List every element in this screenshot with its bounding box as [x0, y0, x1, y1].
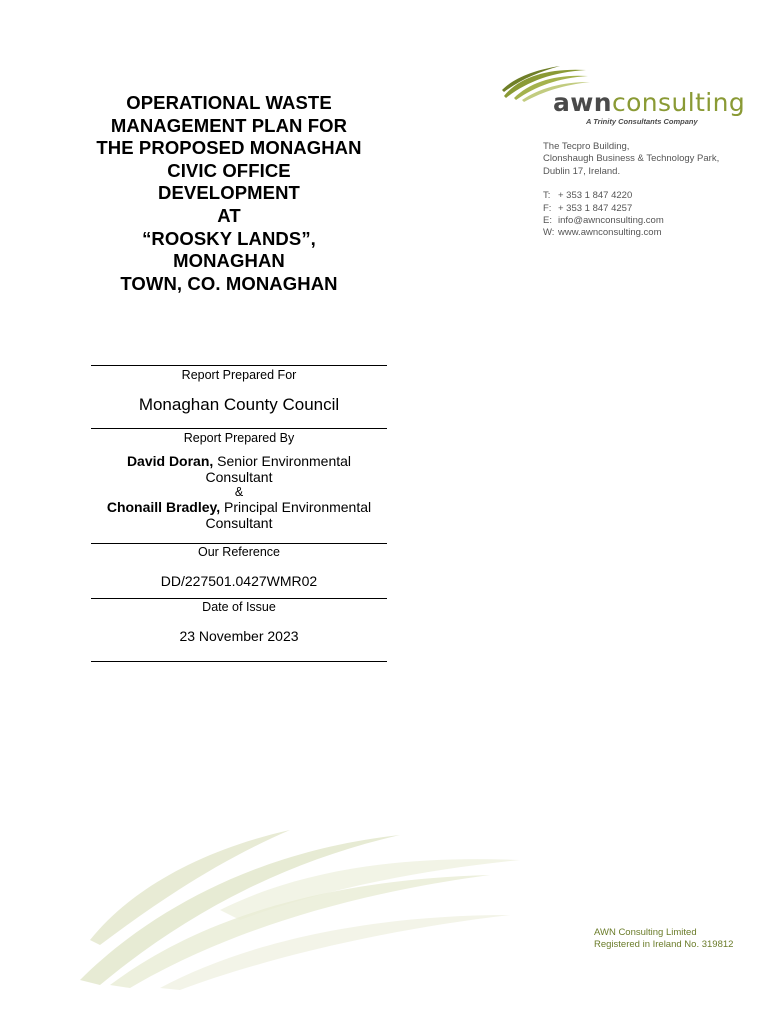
author-1-role: Senior Environmental: [213, 453, 352, 469]
logo-awn: awn: [553, 88, 612, 117]
divider: [91, 598, 387, 599]
company-address: [543, 141, 719, 240]
logo-tagline: A Trinity Consultants Company: [586, 117, 698, 126]
address-line: The Tecpro Building,: [543, 141, 630, 152]
reference-label: Our Reference: [198, 545, 280, 559]
title-line: MANAGEMENT PLAN FOR: [110, 114, 348, 136]
divider: [91, 428, 387, 429]
title-line: TOWN, CO. MONAGHAN: [120, 272, 338, 294]
contact-fax: F: + 353 1 847 4257: [543, 202, 633, 214]
title-line: CIVIC OFFICE: [167, 159, 291, 181]
author-2-name: Chonaill Bradley,: [106, 499, 221, 515]
title-line: DEVELOPMENT: [158, 182, 300, 204]
title-line: THE PROPOSED MONAGHAN: [96, 137, 362, 159]
document-title: [70, 92, 388, 295]
logo-wordmark: [553, 89, 745, 117]
footer: [594, 927, 733, 951]
issue-date: 23 November 2023: [179, 627, 299, 644]
author-1-name: David Doran,: [126, 453, 214, 469]
contact-email: E: info@awnconsulting.com: [543, 215, 664, 227]
title-line: MONAGHAN: [173, 250, 285, 272]
address-line: Dublin 17, Ireland.: [543, 165, 621, 177]
title-line: OPERATIONAL WASTE: [126, 92, 332, 113]
author-1-role-cont: Consultant: [205, 468, 273, 485]
prepared-by-label: Report Prepared By: [183, 431, 295, 445]
contact-phone: T: + 353 1 847 4220: [543, 190, 633, 202]
ampersand: &: [234, 485, 244, 499]
address-line: Clonshaugh Business & Technology Park,: [543, 153, 720, 165]
reference-number: DD/227501.0427WMR02: [160, 573, 318, 589]
author-1: [91, 454, 387, 485]
report-info: [91, 365, 387, 662]
client-name: Monaghan County Council: [138, 395, 340, 414]
date-label: Date of Issue: [202, 599, 276, 614]
divider: [91, 661, 387, 662]
logo-consulting: consulting: [611, 88, 746, 117]
footer-registration: Registered in Ireland No. 319812: [594, 939, 734, 950]
author-2-role-cont: Consultant: [205, 514, 273, 531]
company-logo: [500, 60, 746, 130]
contact-web: W: www.awnconsulting.com: [543, 227, 662, 239]
prepared-for-label: Report Prepared For: [181, 368, 297, 382]
author-2-role: Principal Environmental: [220, 499, 372, 515]
footer-company: AWN Consulting Limited: [594, 927, 697, 938]
divider: [91, 543, 387, 544]
title-line: AT: [217, 204, 241, 226]
author-2: [91, 500, 387, 531]
title-line: “ROOSKY LANDS”,: [142, 227, 316, 249]
decorative-swirl-icon: [70, 820, 530, 990]
divider: [91, 365, 387, 366]
